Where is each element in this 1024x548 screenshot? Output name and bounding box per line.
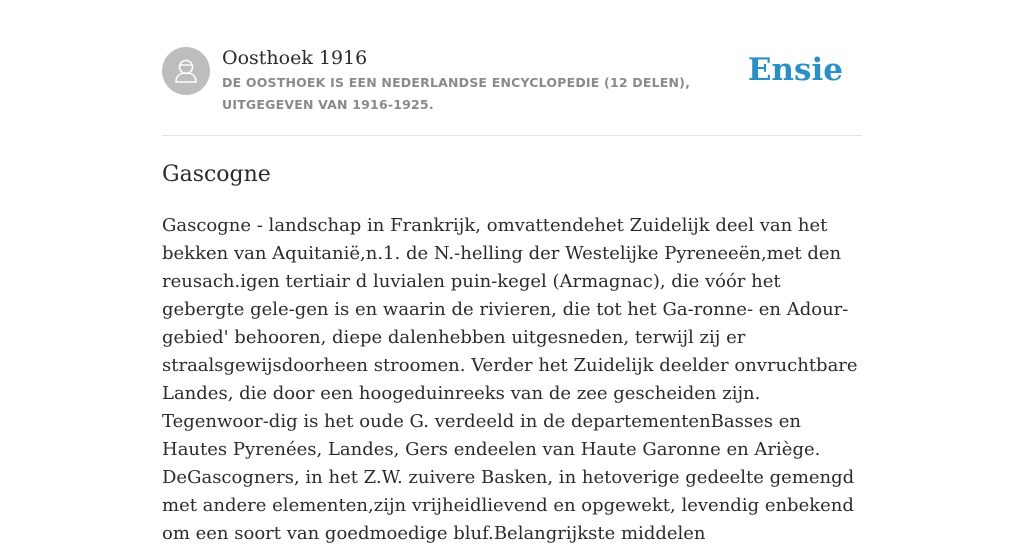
user-icon <box>162 47 210 95</box>
article-title: Gascogne <box>162 162 271 187</box>
brand-logo-link[interactable]: Ensie <box>747 52 843 88</box>
article-body: Gascogne - landschap in Frankrijk, omvattendehet Zuidelijk deel van het bekken van Aquitanië,n.1. de N.-helling der Westelijke Pyreneeën,met den reusach.igen tertiair d luvialen puin-kegel (Armagnac), die vóór het gebergte gele-gen is en waarin de rivieren, die tot het Ga-ronne- en Adour-gebied' behooren, diepe dalenhebben uitgesneden, terwijl zij er straalsgewijsdoorheen stroomen. Verder het Zuidelijk deelder onvruchtbare Landes, die door een hoogeduinreeks van de zee gescheiden zijn. Tegenwoor-dig is het oude G. verdeeld in de departementenBasses en Hautes Pyrenées, Landes, Gers endeelen van Haute Garonne en Ariège. DeGascogners, in het Z.W. zuivere Basken, in hetoverige gedeelte gemengd met andere elementen,zijn vrijheidlievend en opgewekt, levendig enbekend om een soort van goedmoedige bluf.Belangrijkste middelen <box>162 215 858 544</box>
header-divider <box>162 135 862 136</box>
source-description: DE OOSTHOEK IS EEN NEDERLANDSE ENCYCLOPEDIE (12 DELEN), UITGEGEVEN VAN 1916-1925. <box>222 75 691 112</box>
source-avatar[interactable] <box>162 47 210 95</box>
source-name[interactable]: Oosthoek 1916 <box>222 47 368 69</box>
source-header <box>162 46 862 116</box>
